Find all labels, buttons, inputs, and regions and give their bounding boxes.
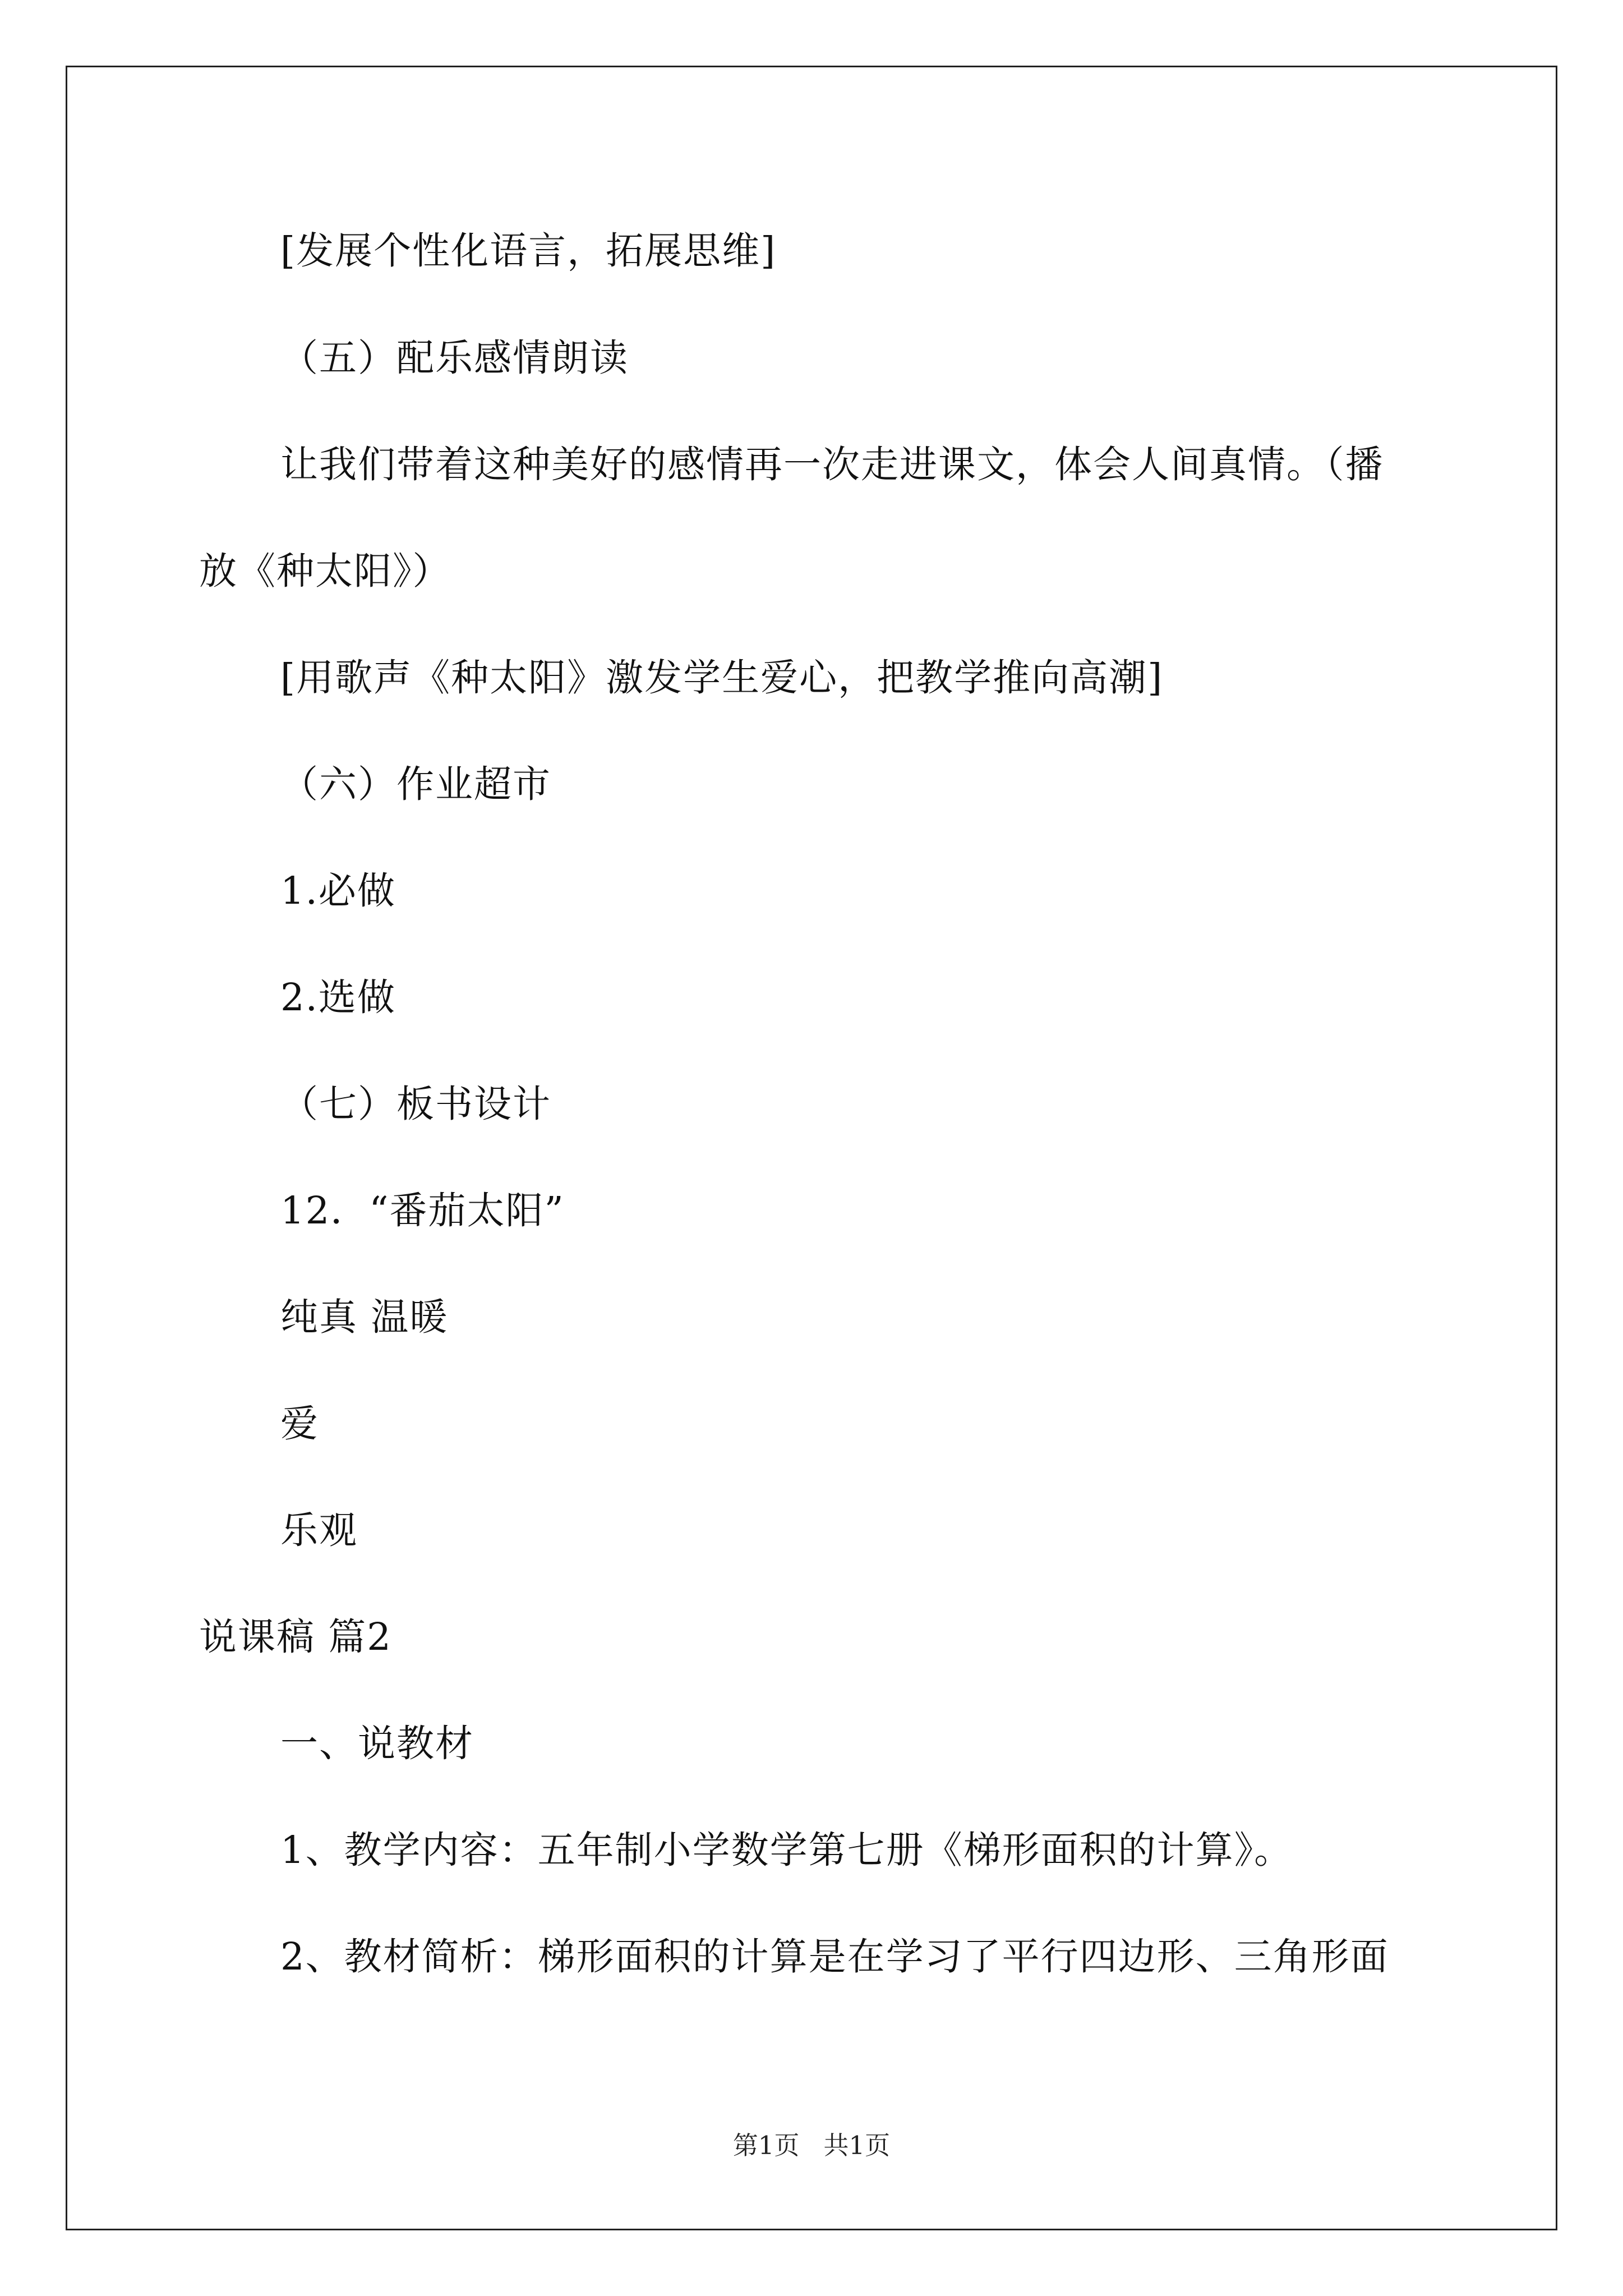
section-heading: （七）板书设计: [280, 1082, 551, 1126]
text-line: 12．“番茄太阳”: [280, 1189, 565, 1232]
text-line: 纯真 温暖: [280, 1295, 449, 1339]
text-line: 让我们带着这种美好的感情再一次走进课文，体会人间真情。（播: [280, 443, 1384, 486]
text-line: 乐观: [280, 1508, 358, 1552]
page-border: [66, 66, 1557, 2230]
text-line: [用歌声《种太阳》激发学生爱心，把教学推向高潮]: [280, 656, 1164, 700]
text-line: 放《种太阳》）: [199, 549, 451, 593]
text-line: [发展个性化语言，拓展思维]: [280, 229, 777, 273]
list-item: 2.选做: [280, 976, 396, 1019]
page-footer: 第1页 共1页: [732, 2131, 891, 2160]
section-heading: （五）配乐感情朗读: [280, 336, 629, 380]
text-line: 1、教学内容：五年制小学数学第七册《梯形面积的计算》。: [280, 1828, 1293, 1872]
section-heading: （六）作业超市: [280, 762, 551, 806]
article-title: 说课稿 篇2: [199, 1615, 392, 1659]
list-item: 1.必做: [280, 869, 396, 913]
text-line: 2、教材简析：梯形面积的计算是在学习了平行四边形、三角形面: [280, 1935, 1389, 1978]
text-line: 爱: [280, 1402, 319, 1446]
section-heading: 一、说教材: [280, 1722, 474, 1765]
